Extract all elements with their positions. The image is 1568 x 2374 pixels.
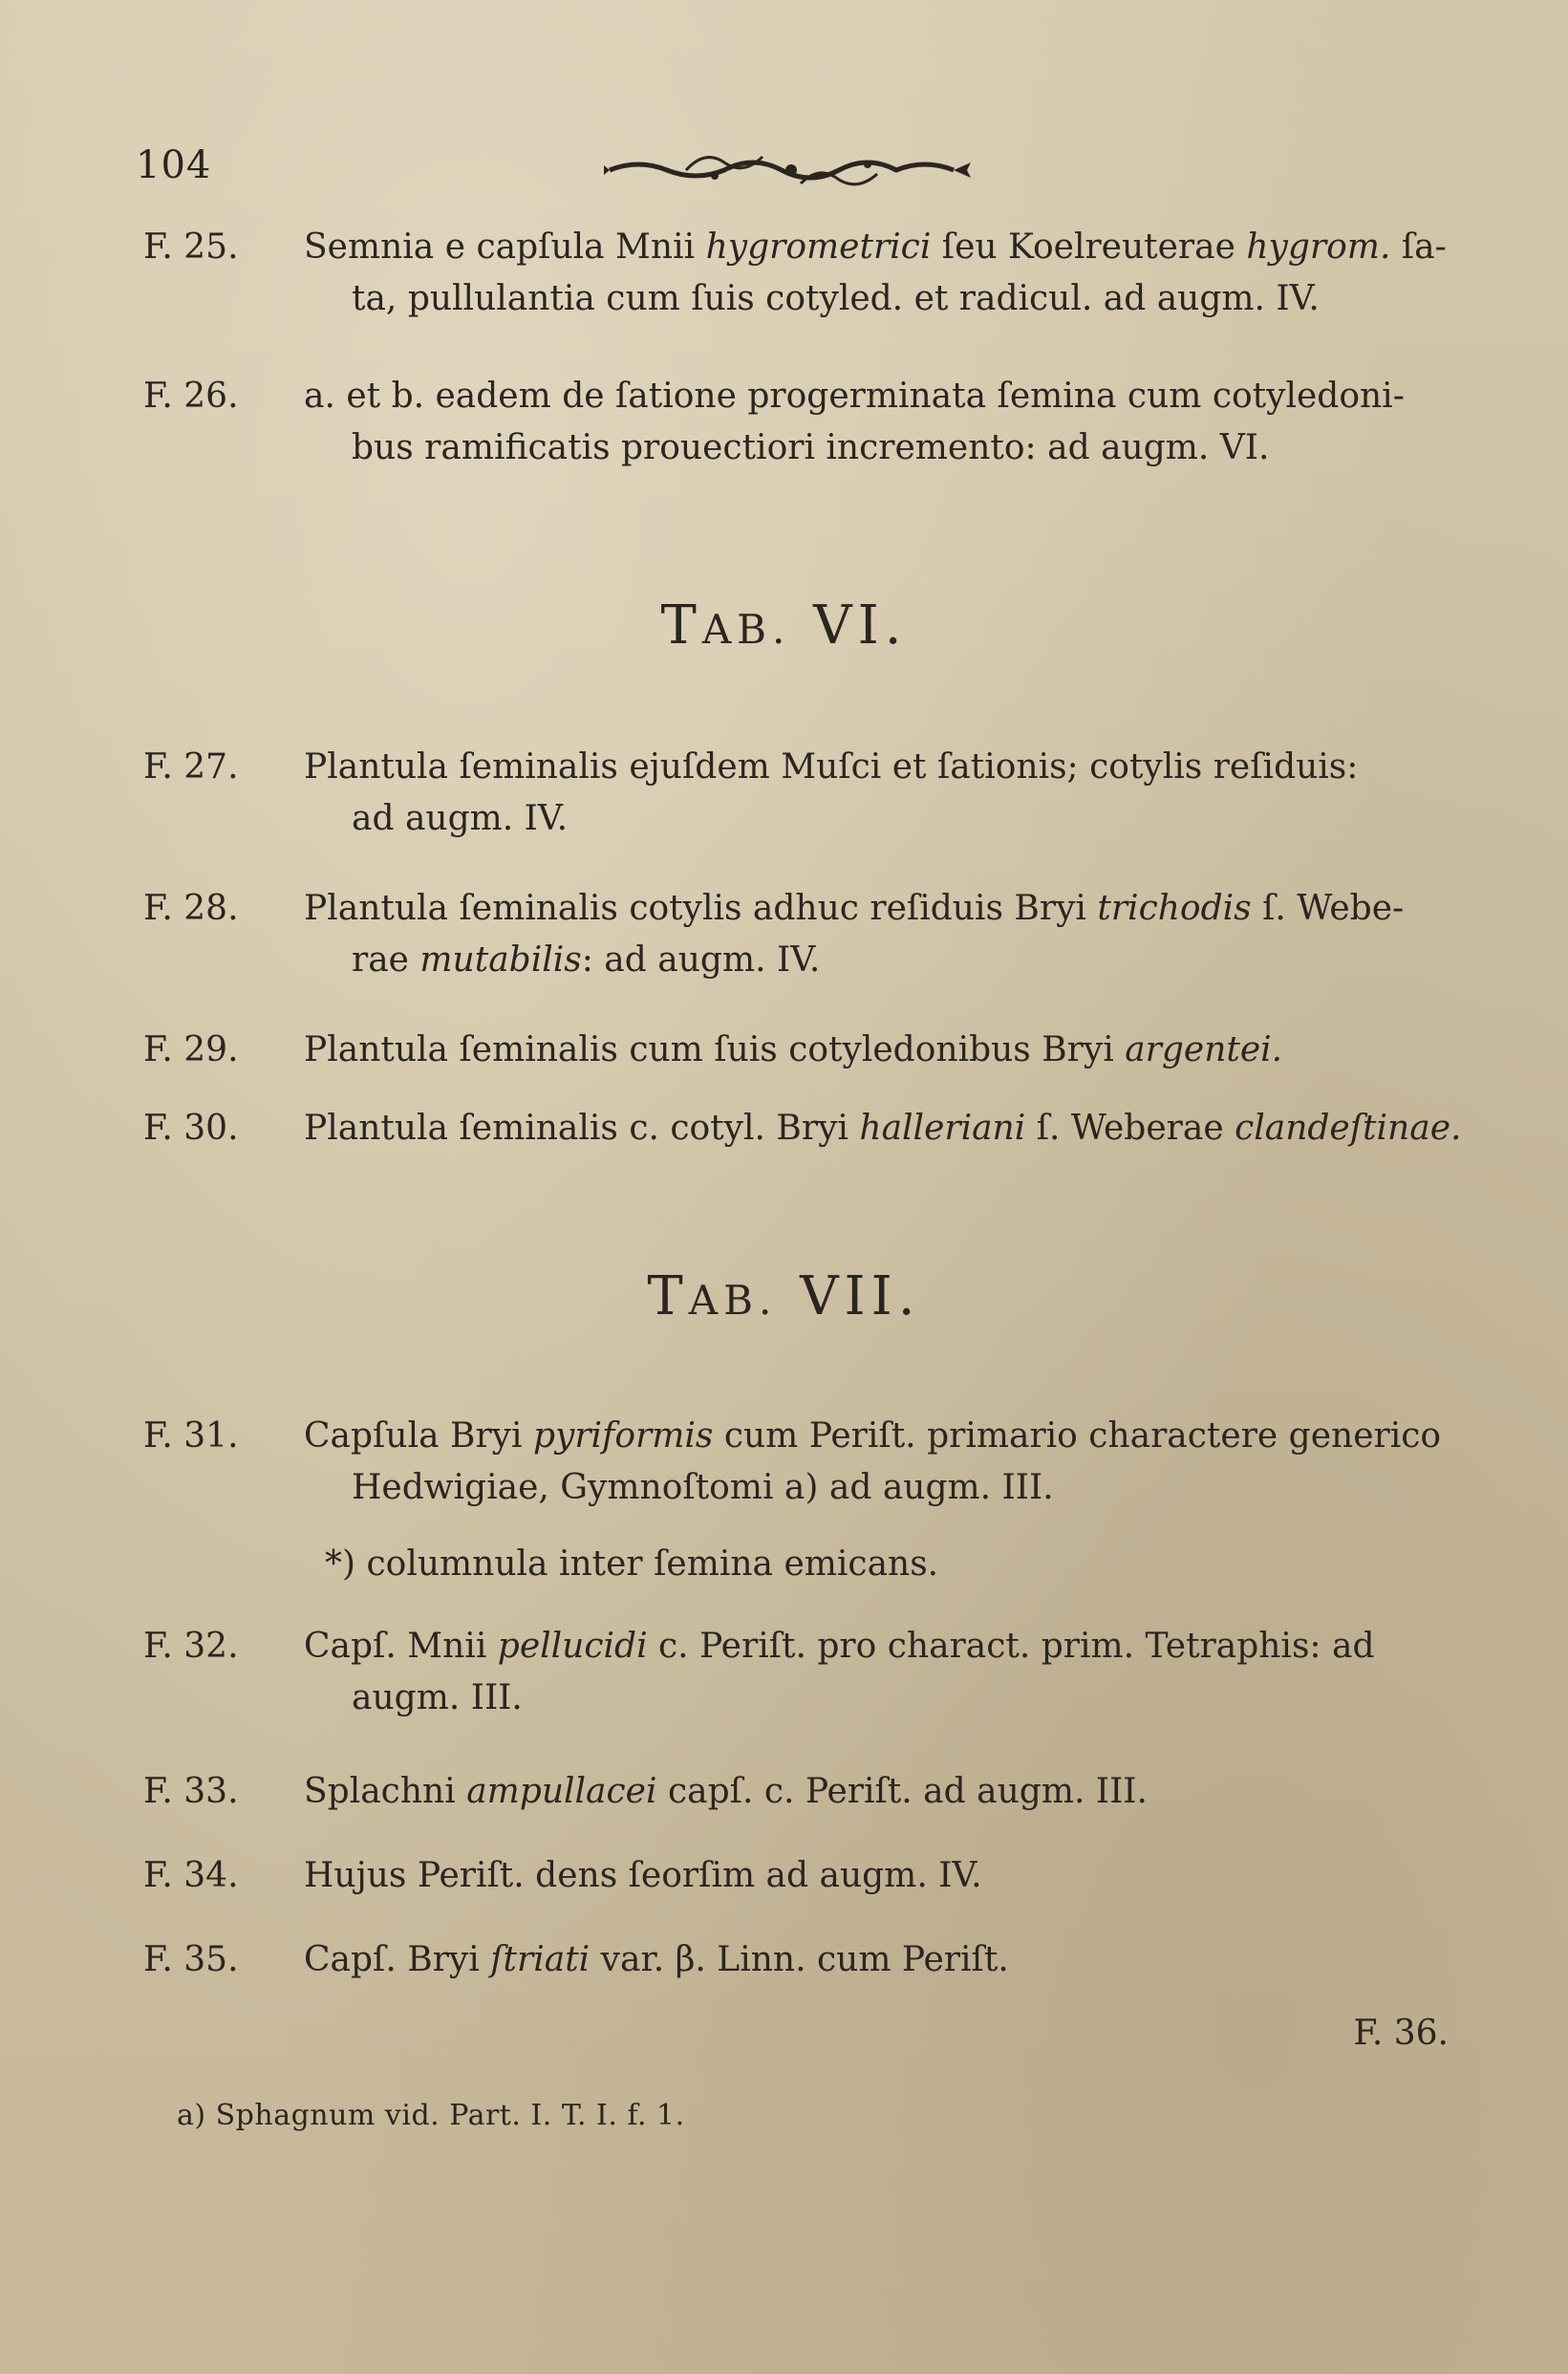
continuation-line: ta, pullulantia cum ſuis cotyled. et radicul. ad augm. IV.: [352, 279, 1320, 318]
species-name: pyriformis: [532, 1416, 714, 1456]
figure-description: [304, 371, 1568, 474]
text-run: : ad augm. IV.: [581, 940, 821, 980]
text-run: c. Periſt. pro charact. prim. Tetraphis: ad: [647, 1627, 1375, 1666]
text-run: var. β. Linn. cum Periſt.: [590, 1940, 1009, 1979]
figure-description: [304, 883, 1568, 986]
plate-heading-vii: [0, 1265, 1568, 1327]
heading-initial: T: [660, 594, 702, 657]
text-run: rae: [352, 940, 420, 980]
figure-description: [304, 1934, 1568, 1986]
text-run: ſ. Weberae: [1025, 1109, 1235, 1148]
figure-description: [304, 1766, 1568, 1818]
text-run: Semnia e capſula Mnii: [304, 227, 706, 267]
text-run: a. et b. eadem de ſatione progerminata ſemina cum cotyledoni-: [304, 377, 1405, 416]
heading-smallcaps: AB.: [701, 606, 791, 653]
heading-numeral: VII.: [800, 1265, 921, 1327]
figure-number: F. 25.: [143, 227, 239, 267]
continuation-line: augm. III.: [352, 1678, 523, 1717]
continuation-line: Hedwigiae, Gymnoſtomi a) ad augm. III.: [352, 1468, 1054, 1507]
text-run: Plantula ſeminalis ejuſdem Muſci et ſationis; cotylis reſiduis:: [304, 747, 1359, 787]
species-name: hygrometrici: [705, 227, 932, 267]
text-run: Plantula ſeminalis c. cotyl. Bryi: [304, 1109, 860, 1148]
figure-number: F. 27.: [143, 747, 239, 787]
figure-number: F. 30.: [143, 1109, 239, 1148]
figure-number: F. 26.: [143, 377, 239, 416]
species-name: argentei.: [1125, 1030, 1283, 1069]
figure-description: [304, 1025, 1568, 1076]
text-run: Capſula Bryi: [304, 1416, 533, 1456]
text-run: Capſ. Bryi: [304, 1940, 491, 1979]
species-name: ampullacei: [466, 1772, 657, 1811]
figure-number: F. 29.: [143, 1030, 239, 1069]
text-run: Splachni: [304, 1772, 467, 1811]
text-run: cum Periſt. primario charactere generico: [713, 1416, 1442, 1456]
species-name: pellucidi: [497, 1627, 648, 1666]
figure-description: [304, 1411, 1568, 1514]
figure-number: F. 34.: [143, 1856, 239, 1895]
header-ornament-icon: [600, 141, 982, 199]
heading-smallcaps: AB.: [688, 1277, 778, 1324]
page-number: 104: [136, 143, 212, 187]
text-run: ſeu Koelreuterae: [931, 227, 1247, 267]
figure-description: [304, 1103, 1568, 1155]
species-name: mutabilis: [419, 940, 582, 980]
figure-number: F. 31.: [143, 1416, 239, 1456]
figure-description: [304, 222, 1568, 325]
text-run: Plantula ſeminalis cotylis adhuc reſiduis Bryi: [304, 889, 1098, 928]
continuation-line: ad augm. IV.: [352, 799, 569, 838]
heading-numeral: VI.: [813, 594, 908, 657]
figure-description: [304, 1621, 1568, 1724]
figure-number: F. 32.: [143, 1627, 239, 1666]
species-name: halleriani: [859, 1109, 1026, 1148]
heading-initial: T: [647, 1265, 689, 1327]
species-name: trichodis: [1097, 889, 1252, 928]
text-run: capſ. c. Periſt. ad augm. III.: [656, 1772, 1148, 1811]
text-run: Capſ. Mnii: [304, 1627, 498, 1666]
figure-number: F. 33.: [143, 1772, 239, 1811]
figure-number: F. 28.: [143, 889, 239, 928]
text-run: ſ. Webe-: [1251, 889, 1405, 928]
figure-number: F. 35.: [143, 1940, 239, 1979]
text-run: Hujus Periſt. dens ſeorſim ad augm. IV.: [304, 1856, 982, 1895]
species-name: ſtriati: [490, 1940, 591, 1979]
footnote: a) Sphagnum vid. Part. I. T. I. f. 1.: [177, 2099, 685, 2132]
text-run: ſa-: [1390, 227, 1447, 267]
catchword: F. 36.: [1353, 2014, 1449, 2053]
figure-note: *) columnula inter ſemina emicans.: [325, 1544, 939, 1584]
text-run: Plantula ſeminalis cum ſuis cotyledonibus Bryi: [304, 1030, 1126, 1069]
continuation-line: bus ramificatis prouectiori incremento: ad augm. VI.: [352, 428, 1270, 467]
species-name: hygrom.: [1246, 227, 1391, 267]
species-name: clandeſtinae.: [1235, 1109, 1462, 1148]
figure-description: [304, 1850, 1568, 1902]
figure-description: [304, 742, 1568, 845]
plate-heading-vi: [0, 594, 1568, 657]
